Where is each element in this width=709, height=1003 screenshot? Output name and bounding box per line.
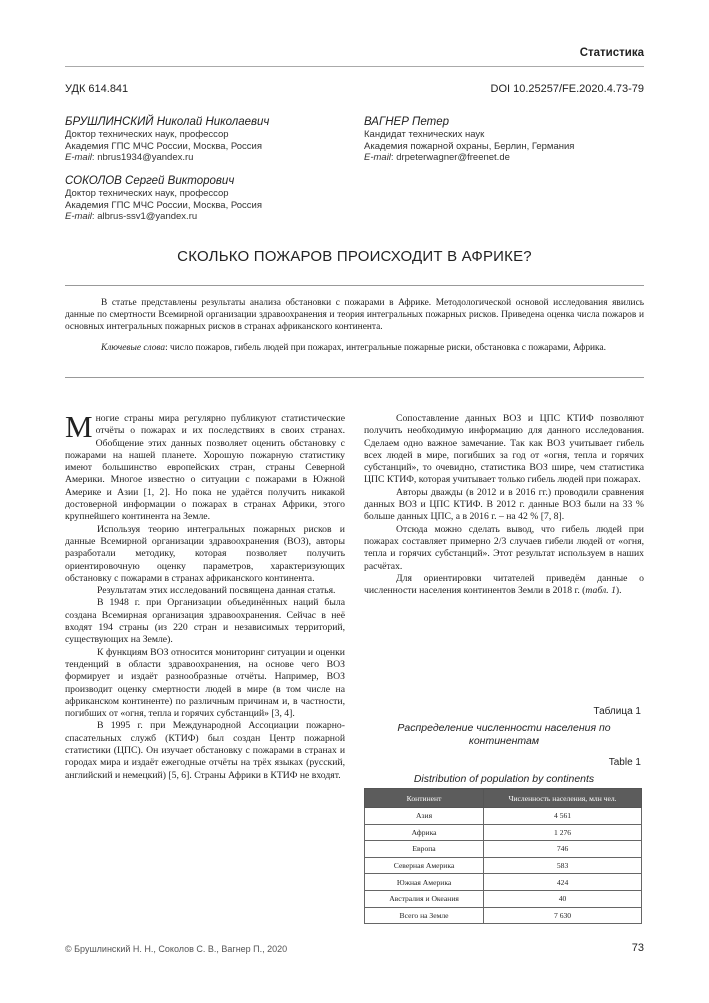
abstract: В статье представлены результаты анализа обстановки с пожарами в Африке. Методологической основой исследования явились данные по смертности Всемирной организации здравоохранения и теория интегральных пожарных рисков. Приведена оценка числа пожаров и основных интегральных пожарных рисков в странах африканского континента. <box>65 298 644 332</box>
body-column-left <box>65 409 345 782</box>
author-email <box>65 211 262 223</box>
email-address: : albrus-ssv1@yandex.ru <box>91 211 198 222</box>
body-paragraph: В 1948 г. при Организации объединённых наций была создана Всемирная организация здравоохранения. Сейчас в неё входят 194 страны (из 220 стран и независимых территорий, существующих на Земле). <box>65 597 345 646</box>
continent-cell: Южная Америка <box>365 874 484 891</box>
article-title: СКОЛЬКО ПОЖАРОВ ПРОИСХОДИТ В АФРИКЕ? <box>177 248 532 265</box>
table-number-ru: Таблица 1 <box>593 706 641 717</box>
email-label: E-mail <box>65 152 92 163</box>
paragraph-text: ). <box>615 585 622 597</box>
population-cell: 1 276 <box>484 824 642 841</box>
keywords-text: : число пожаров, гибель людей при пожарах, интегральные пожарные риски, обстановка с пожарами, Африка. <box>165 343 606 353</box>
table-row <box>365 857 642 874</box>
column-header: Континент <box>365 789 484 808</box>
table-reference: табл. 1 <box>585 585 616 597</box>
page-number: 73 <box>631 942 644 954</box>
author-name: БРУШЛИНСКИЙ Николай Николаевич <box>65 116 270 128</box>
author-org: Академия ГПС МЧС России, Москва, Россия <box>65 199 263 211</box>
email-address: : nbrus1934@yandex.ru <box>91 152 194 163</box>
keywords-label: Ключевые слова <box>101 343 166 353</box>
table-row <box>365 841 642 858</box>
author-card-3 <box>65 174 262 223</box>
author-org: Академия ГПС МЧС России, Москва, Россия <box>65 140 263 152</box>
email-label: E-mail <box>364 152 391 163</box>
table-row <box>365 824 642 841</box>
population-cell: 40 <box>484 890 642 907</box>
body-paragraph: Используя теорию интегральных пожарных рисков и данные Всемирной организации здравоохранения (ВОЗ), авторы разработали методику, которая позволяет получить ориентировочную оценку параметров, характеризующих обстановку с пожарами в странах африканского континента. <box>65 523 345 584</box>
continent-cell: Северная Америка <box>365 857 484 874</box>
population-cell: 7 630 <box>484 907 642 924</box>
body-paragraph: В 1995 г. при Международной Ассоциации пожарно-спасательных служб (КТИФ) был создан Центр пожарной статистики (ЦПС). Он изучает обстановку с пожарами в странах и городах мира и издаёт ежегодные отчёты на трёх языках (русский, английский и немецкий) [5, 6]. Страны Африки в КТИФ не входят. <box>65 720 345 781</box>
continent-cell: Австралия и Океания <box>365 890 484 907</box>
abstract-divider-top <box>65 285 644 286</box>
body-paragraph: Авторы дважды (в 2012 и в 2016 гг.) проводили сравнения данных ВОЗ и ЦПС КТИФ. В 2012 г. данные ВОЗ были на 33 % больше данных ЦПС, а в 2016 г. – на 42 % [7, 8]. <box>364 486 644 523</box>
population-cell: 746 <box>484 841 642 858</box>
table-number-en: Table 1 <box>608 757 641 768</box>
body-paragraph <box>65 409 345 524</box>
continent-cell: Европа <box>365 841 484 858</box>
body-paragraph: Сопоставление данных ВОЗ и ЦПС КТИФ позволяют получить необходимую информацию для данного исследования. Сделаем одно важное замечание. Так как ВОЗ учитывает гибель всех людей в мире, погибших за год от «огня, тепла и горячих субстанций», то очевидно, статистика ВОЗ шире, чем статистика ЦПС КТИФ, которая учитывает только гибель людей при пожарах. <box>364 413 644 486</box>
email-label: E-mail <box>65 211 92 222</box>
keywords <box>65 342 644 354</box>
doi-code: DOI 10.25257/FE.2020.4.73-79 <box>490 83 644 95</box>
author-name: ВАГНЕР Петер <box>364 116 450 128</box>
body-paragraph: Отсюда можно сделать вывод, что гибель людей при пожарах составляет примерно 2/3 случаев гибели людей от «огня, тепла и горячих субстанций». Этот результат используем в наших расчётах. <box>364 523 644 572</box>
population-cell: 424 <box>484 874 642 891</box>
email-address: : drpeterwagner@freenet.de <box>390 152 510 163</box>
author-degree: Доктор технических наук, профессор <box>65 129 229 140</box>
table-caption-ru: Распределение численности населения по континентам <box>397 722 611 747</box>
header-divider <box>65 66 644 67</box>
author-email <box>364 152 574 164</box>
body-paragraph: К функциям ВОЗ относится мониторинг ситуации и оценки тенденций в области здравоохранения, на основе чего ВОЗ формирует и издаёт разнообразные отчёты. Например, ВОЗ производит оценку смертности людей в мире (в том числе на африканском континенте) по различным причинам и, в частности, погибших от «огня, тепла и горячих субстанций» [3, 4]. <box>65 646 345 720</box>
author-degree: Доктор технических наук, профессор <box>65 188 229 199</box>
section-title: Статистика <box>579 47 644 59</box>
author-email <box>65 152 269 164</box>
udk-code: УДК 614.841 <box>65 83 129 95</box>
abstract-divider-bottom <box>65 377 644 378</box>
paragraph-text: ногие страны мира регулярно публикуют статистические отчёты о пожарах и их последствиях в своих странах. Обобщение этих данных позволяет оценить обстановку с пожарами на нашей планете. Хорошую пожарную статистику имеют большинство европейских стран, страны Северной Америки. Многое известно о ситуации с пожарами в Южной Америке и Азии [1, 2]. Но пока не удаётся получить никакой достоверной информации о пожарах в странах Африки, этого крупнейшего континента на Земле. <box>65 413 345 523</box>
paragraph-text: Для ориентировки читателей приведём данные о численности населения континентов Земли в 2018 г. ( <box>364 572 644 597</box>
population-table <box>364 788 642 924</box>
body-paragraph <box>364 573 644 598</box>
column-header: Численность населения, млн чел. <box>484 789 642 808</box>
author-name: СОКОЛОВ Сергей Викторович <box>65 175 235 187</box>
population-cell: 4 561 <box>484 808 642 825</box>
table-row <box>365 808 642 825</box>
table-row <box>365 890 642 907</box>
author-card-1 <box>65 115 269 164</box>
copyright: © Брушлинский Н. Н., Соколов С. В., Вагнер П., 2020 <box>65 944 288 954</box>
table-row <box>365 874 642 891</box>
table-row <box>365 907 642 924</box>
drop-cap: М <box>65 409 93 444</box>
author-org: Академия пожарной охраны, Берлин, Германия <box>364 140 575 152</box>
table-header-row <box>365 789 642 808</box>
continent-cell: Азия <box>365 808 484 825</box>
author-degree: Кандидат технических наук <box>364 129 485 140</box>
table-caption-en: Distribution of population by continents <box>413 773 595 785</box>
continent-cell: Африка <box>365 824 484 841</box>
body-paragraph: Результатам этих исследований посвящена данная статья. <box>97 585 336 597</box>
body-column-right <box>364 413 644 597</box>
continent-cell: Всего на Земле <box>365 907 484 924</box>
population-cell: 583 <box>484 857 642 874</box>
author-card-2 <box>364 115 574 164</box>
